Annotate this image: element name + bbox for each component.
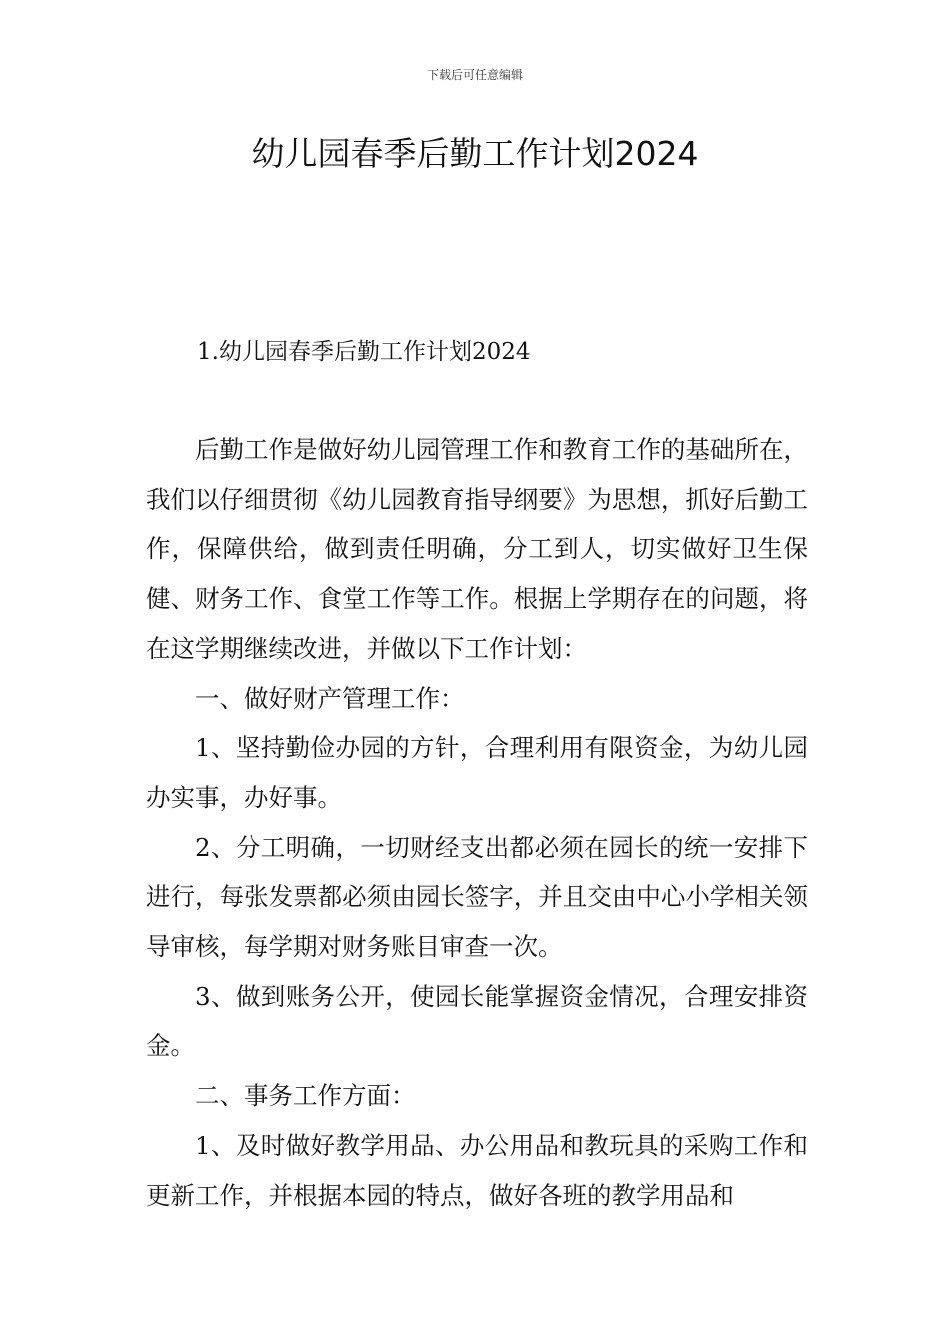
page-header: 下载后可任意编辑 — [426, 68, 523, 82]
document-title: 幼儿园春季后勤工作计划2024 — [251, 134, 699, 173]
paragraph: 一、做好财产管理工作： — [195, 683, 465, 713]
paragraph: 2、分工明确，一切财经支出都必须在园长的统一安排下进行，每张发票都必须由园长签字，并且交由中心小学相关领导审核，每学期对财务账目审查一次。 — [146, 832, 808, 962]
paragraph: 3、做到账务公开，使园长能掌握资金情况，合理安排资金。 — [146, 981, 808, 1061]
paragraph: 二、事务工作方面： — [195, 1081, 416, 1111]
section-heading: 1.幼儿园春季后勤工作计划2024 — [197, 339, 531, 365]
paragraph: 1、坚持勤俭办园的方针，合理利用有限资金，为幼儿园办实事，办好事。 — [146, 733, 808, 812]
paragraph: 1、及时做好教学用品、办公用品和教玩具的采购工作和更新工作，并根据本园的特点，做好各班的教学用品和 — [146, 1130, 808, 1210]
paragraph: 后勤工作是做好幼儿园管理工作和教育工作的基础所在，我们以仔细贯彻《幼儿园教育指导纲要》为思想，抓好后勤工作，保障供给，做到责任明确，分工到人，切实做好卫生保健、财务工作、食堂工作等工作。根据上学期存在的问题，将在这学期继续改进，并做以下工作计划： — [146, 435, 808, 663]
document-body — [146, 425, 808, 1220]
